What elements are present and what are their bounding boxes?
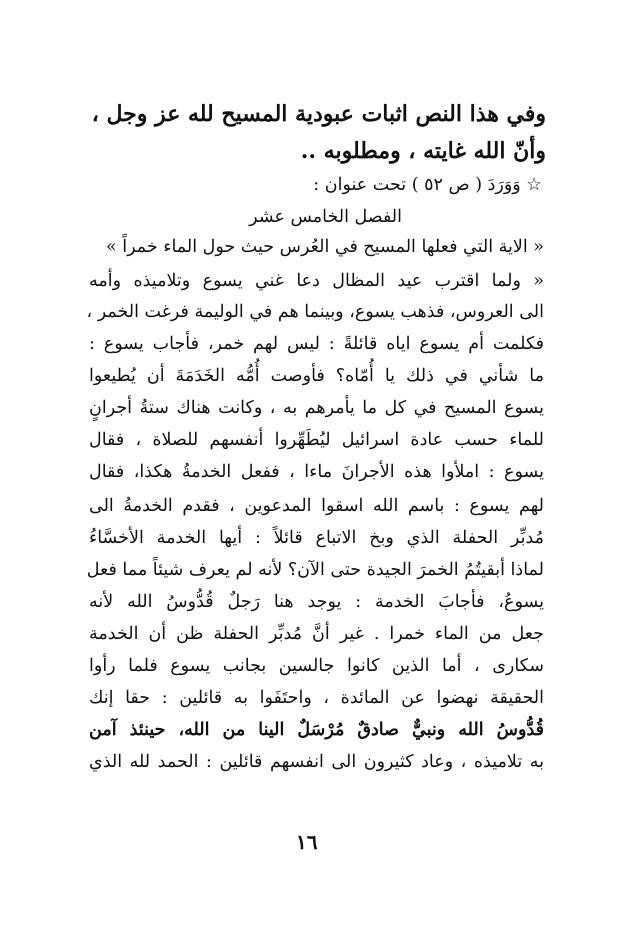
- body-line: يسوع المسيح في كل ما يأمرهم به ، وكانت هناك ستةُ أجرانٍ: [89, 398, 544, 418]
- heading-line-2: وأنّ الله غايته ، ومطلوبه ..: [300, 138, 546, 164]
- body-line: يسوعُ، فأجابَ الخدمة : يوجد هنا رَجلٌ قُدُّوسُ الله لأنه: [89, 592, 544, 612]
- body-line: سكارى ، أما الذين كانوا جالسين بجانب يسوع فلما رأوا: [89, 656, 544, 676]
- body-line: الحقيقة نهضوا عن المائدة ، واحتَفَوا به قائلين : حقا إنك: [89, 688, 544, 708]
- body-line: يسوع : املأوا هذه الأجرانَ ماءا ، ففعل الخدمةُ هكذا، فقال: [89, 462, 544, 482]
- page-number: ١٦: [296, 830, 318, 854]
- body-line: جعل من الماء خمرا . غير أنَّ مُدبِّر الحفلة ظن أن الخدمة: [89, 624, 544, 644]
- body-line: قُدُّوسُ الله ونبيٌّ صادقٌ مُرْسَلٌ الينا من الله، حينئذ آمن: [89, 720, 544, 740]
- chapter-title: الفصل الخامس عشر: [249, 207, 402, 227]
- body-line: لماذا أبقيتُمُ الخمرَ الجيدة حتى الآن؟ لأنه لم يعرف شيئاً مما فعل: [86, 560, 544, 580]
- body-line: به تلاميذه ، وعاد كثيرون الى انفسهم قائلين : الحمد لله الذي: [89, 752, 544, 772]
- body-line: فكلمت أم يسوع اياه قائلةً : ليس لهم خمر، فأجاب يسوع :: [89, 334, 544, 354]
- body-line: لهم يسوع : باسم الله اسقوا المدعوين ، فقدم الخدمةُ الى: [89, 496, 544, 516]
- body-line: « ولما اقترب عيد المظال دعا غني يسوع وتلاميذه وأمه: [89, 271, 544, 291]
- body-line: ما شأني في ذلك يا أُمّاه؟ فأوصت أُمُّه الخَدَمَةَ أن يُطيعوا: [89, 366, 544, 386]
- body-line: الى العروس، فذهب يسوع، وبينما هم في الوليمة فرغت الخمر ،: [86, 302, 544, 322]
- body-line: مُدبِّر الحفلة الذي وبخ الاتباع قائلاً : أيها الخدمة الأخسَّاءُ: [89, 528, 544, 548]
- body-line: للماء حسب عادة اسرائيل ليُطَهِّروا أنفسهم للصلاة ، فقال: [89, 430, 544, 450]
- source-note: ☆ وَوَرَدَ ( ص ٥٢ ) تحت عنوان :: [313, 175, 542, 195]
- heading-line-1: وفي هذا النص اثبات عبودية المسيح لله عز وجل ،: [91, 101, 546, 127]
- quote-title: « الاية التي فعلها المسيح في العُرس حيث حول الماء خمراً »: [105, 237, 544, 257]
